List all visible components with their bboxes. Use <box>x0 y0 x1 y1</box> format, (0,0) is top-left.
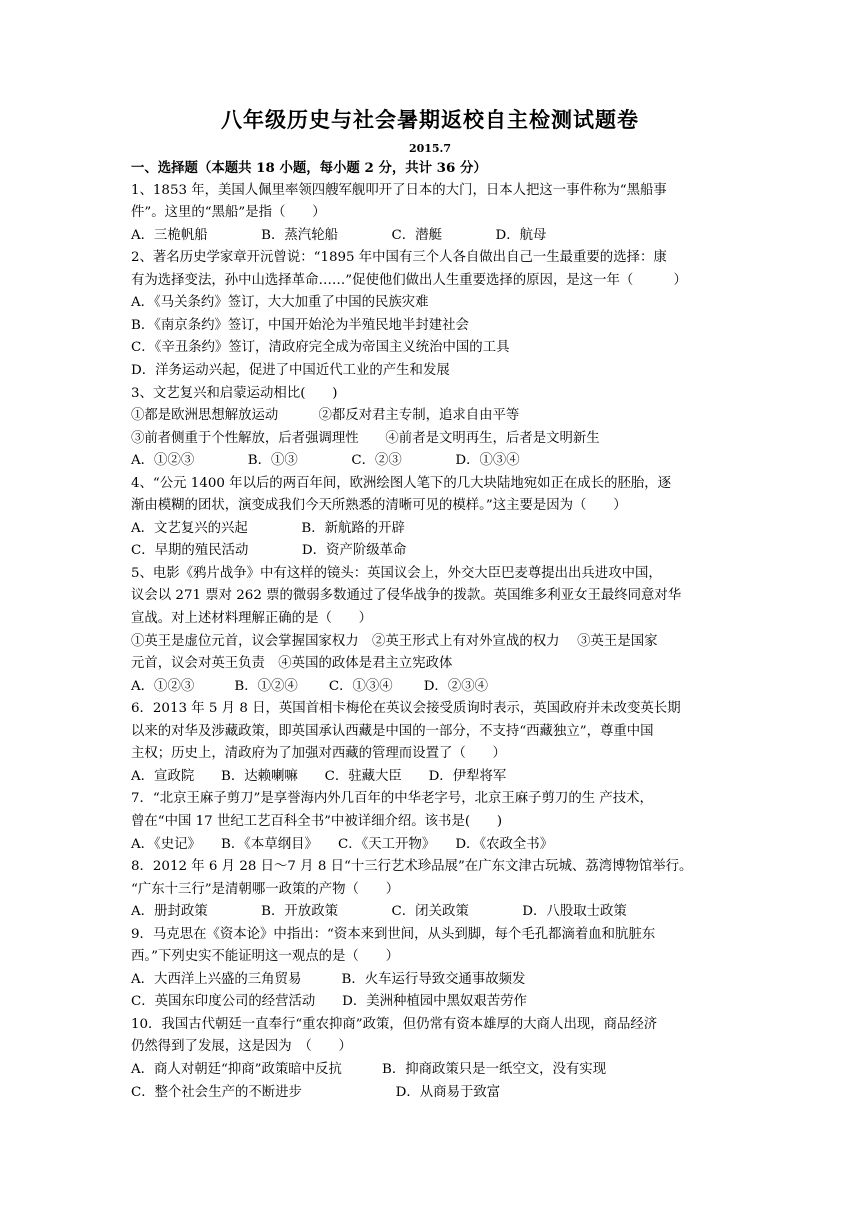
section-heading: 一、选择题（本题共 18 小题，每小题 2 分，共计 36 分） <box>131 160 487 176</box>
text-line: 2、著名历史学家章开沅曾说：“1895 年中国有三个人各自做出自己一生最重要的选择：康 <box>131 250 667 266</box>
text-line: 宣战。对上述材料理解正确的是（ ） <box>131 611 373 626</box>
text-line: 3、文艺复兴和启蒙运动相比( ) <box>131 385 338 401</box>
text-line: 7．“北京王麻子剪刀”是享誉海内外几百年的中华老字号，北京王麻子剪刀的生 产技术， <box>131 791 653 807</box>
text-line: C．整个社会生产的不断进步 D．从商易于致富 <box>131 1084 501 1100</box>
text-line: 元首，议会对英王负责 ④英国的政体是君主立宪政体 <box>131 656 453 672</box>
text-line: 渐由模糊的团状，演变成我们今天所熟悉的清晰可见的模样。”这主要是因为（ ） <box>131 498 627 514</box>
text-line: A．《史记》 B．《本草纲目》 C．《天工开物》 D．《农政全书》 <box>131 836 554 852</box>
text-line: C．《辛丑条约》签订，清政府完全成为帝国主义统治中国的工具 <box>131 340 510 356</box>
text-line: 有为选择变法，孙中山选择革命……”促使他们做出人生重要选择的原因，是这一年（ ） <box>131 272 687 288</box>
text-line: A．大西洋上兴盛的三角贸易 B．火车运行导致交通事故频发 <box>131 971 526 987</box>
text-line: A．三桅帆船 B．蒸汽轮船 C．潜艇 D．航母 <box>131 227 547 243</box>
text-line: C．英国东印度公司的经营活动 D．美洲种植园中黑奴艰苦劳作 <box>131 994 527 1010</box>
text-line: A．文艺复兴的兴起 B．新航路的开辟 <box>131 520 405 536</box>
text-line: ③前者侧重于个性解放，后者强调理性 ④前者是文明再生，后者是文明新生 <box>131 430 600 446</box>
text-line: ①都是欧洲思想解放运动 ②都反对君主专制，追求自由平等 <box>131 408 520 424</box>
text-line: 9．马克思在《资本论》中指出：“资本来到世间，从头到脚，每个毛孔都滴着血和肮脏东 <box>131 926 656 942</box>
text-line: “广东十三行”是清朝哪一政策的产物（ ） <box>131 881 400 897</box>
text-line: 1、1853 年，美国人佩里率领四艘军舰叩开了日本的大门，日本人把这一事件称为“黑船事 <box>131 182 667 198</box>
text-line: 5、电影《鸦片战争》中有这样的镜头：英国议会上，外交大臣巴麦尊提出出兵进攻中国， <box>131 565 662 581</box>
text-line: ①英王是虚位元首，议会掌握国家权力 ②英王形式上有对外宣战的权力 ③英王是国家 <box>131 633 658 649</box>
text-line: 4、“公元 1400 年以后的两百年间，欧洲绘图人笔下的几大块陆地宛如正在成长的胚胎，逐 <box>131 475 672 491</box>
text-line: 件”。这里的“黑船”是指（ ） <box>131 205 326 221</box>
page-title: 八年级历史与社会暑期返校自主检测试题卷 <box>221 107 639 132</box>
text-line: 8．2012 年 6 月 28 日～7 月 8 日“十三行艺术珍品展”在广东文津古玩城、荔湾博物馆举行。 <box>131 859 693 875</box>
text-line: 主权；历史上，清政府为了加强对西藏的管理而设置了（ ） <box>131 746 506 762</box>
text-line: A．①②③ B．①③ C．②③ D．①③④ <box>131 453 520 469</box>
exam-date: 2015.7 <box>408 142 452 155</box>
text-line: B．《南京条约》签订，中国开始沦为半殖民地半封建社会 <box>131 317 469 333</box>
text-line: C．早期的殖民活动 D．资产阶级革命 <box>131 543 407 559</box>
text-line: A．册封政策 B．开放政策 C．闭关政策 D．八股取士政策 <box>131 904 627 920</box>
text-line: 仍然得到了发展，这是因为 （ ） <box>131 1039 352 1055</box>
text-line: A．商人对朝廷“抑商”政策暗中反抗 B．抑商政策只是一纸空文，没有实现 <box>131 1062 607 1077</box>
text-line: 以来的对华及涉藏政策，即英国承认西藏是中国的一部分，不支持“西藏独立”，尊重中国 <box>131 723 654 739</box>
text-line: 议会以 271 票对 262 票的微弱多数通过了侵华战争的拨款。英国维多利亚女王最终同意对华 <box>131 588 682 604</box>
text-line: A．①②③ B．①②④ C．①③④ D．②③④ <box>131 678 488 694</box>
text-line: 10．我国古代朝廷一直奉行“重农抑商”政策，但仍常有资本雄厚的大商人出现，商品经济 <box>131 1016 658 1032</box>
text-line: 西。”下列史实不能证明这一观点的是（ ） <box>131 949 399 965</box>
text-line: 曾在“中国 17 世纪工艺百科全书”中被详细介绍。该书是( ) <box>131 813 503 829</box>
text-line: D．洋务运动兴起，促进了中国近代工业的产生和发展 <box>131 362 450 378</box>
text-line: A．宣政院 B．达赖喇嘛 C．驻藏大臣 D．伊犁将军 <box>131 768 507 784</box>
text-line: A．《马关条约》签订，大大加重了中国的民族灾难 <box>131 295 429 311</box>
text-line: 6．2013 年 5 月 8 日，英国首相卡梅伦在英议会接受质询时表示，英国政府并未改变英长期 <box>131 701 681 717</box>
